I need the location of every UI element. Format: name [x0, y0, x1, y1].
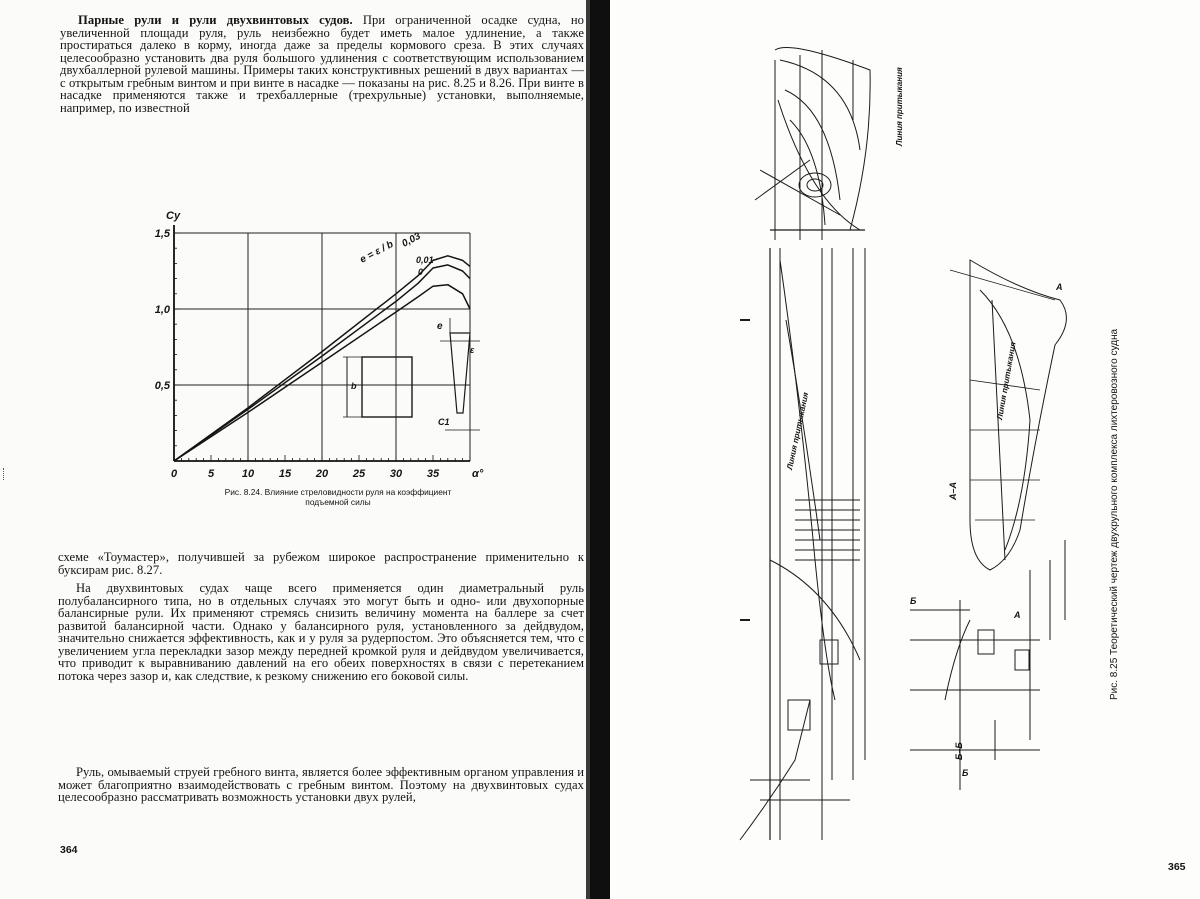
label-section-bb: Б–Б	[954, 742, 964, 760]
right-page	[610, 0, 1200, 899]
x-tick-label: 15	[278, 468, 292, 480]
cy-alpha-chart	[150, 203, 490, 493]
x-tick-label: 10	[241, 468, 255, 480]
c1-label: C1	[438, 417, 450, 427]
epsilon-label: ε	[470, 345, 475, 355]
y-tick-label: 1,0	[154, 304, 170, 316]
label-section-aa: A–A	[948, 481, 958, 500]
spine-edge-left	[586, 0, 590, 899]
series-label-0: 0	[418, 267, 424, 277]
paragraph-3-text: На двухвинтовых судах чаще всего применяется один диаметральный руль полубалансирного типа, но в отдельных случаях это могут быть и одно- или двухопорные балансирные рули. Их применяют стремясь снизить величину момента на баллере за счет развитой балансирной части. Однако у балансирного руля, установленного за дейдвудом, значительно снижается эффективность, как и у руля за рудерпостом. Это объясняется тем, что с увеличением угла перекладки зазор между передней кромкой руля и дейдвудом увеличивается, что приводит к выравниванию давлений на его обеих поверхностях в связи с перетеканием потока через зазор и, как следствие, к резкому снижению его боковой силы.	[58, 581, 584, 683]
label-a-top: A	[1056, 282, 1063, 292]
label-linia-2: Линия притыкания	[785, 391, 811, 471]
x-tick-label: 35	[426, 468, 440, 480]
section-heading: Парные рули и рули двухвинтовых судов.	[78, 13, 353, 27]
series-label-001: 0,01	[416, 255, 434, 265]
figure-caption-8-25: Рис. 8.25 Теоретический чертеж двухрульного комплекса лихтеровозного судна	[1109, 328, 1120, 700]
page-number-right: 365	[1168, 861, 1186, 873]
label-a-bottom: A	[1014, 610, 1021, 620]
chart-annotations	[351, 231, 475, 427]
paragraph-3	[58, 582, 584, 682]
e-label: e	[437, 321, 443, 332]
rudder-section-inset	[440, 318, 480, 430]
y-tick-label: 0,5	[154, 380, 170, 392]
label-b-bottom: Б	[962, 768, 969, 778]
drawing-upper-plan	[755, 48, 870, 241]
figure-caption-8-24: Рис. 8.24. Влияние стреловидности руля на коэффициент подъемной силы	[224, 487, 452, 507]
x-tick-label: 30	[389, 468, 403, 480]
page-number-left: 364	[60, 844, 78, 856]
x-axis-label: α°	[472, 468, 484, 480]
paragraph-4-text: Руль, омываемый струей гребного винта, является более эффективным органом управления и может благоприятно взаимодействовать с гребным винтом. Поэтому на двухвинтовых судах целесообразно рассматривать возможность установки двух рулей,	[58, 765, 584, 804]
b-label: b	[351, 381, 357, 391]
book-spine	[590, 0, 612, 899]
label-linia-3: Линия притыкания	[995, 341, 1018, 421]
label-b-top: Б	[910, 596, 917, 606]
drawing-elevation	[740, 248, 865, 840]
x-tick-label: 25	[352, 468, 366, 480]
y-tick-label: 1,5	[154, 228, 170, 240]
e-formula-label: e = ε / b	[358, 238, 396, 266]
paragraph-4	[58, 766, 584, 804]
paragraph-1	[60, 14, 584, 114]
margin-mark	[3, 468, 7, 480]
x-tick-label: 5	[207, 468, 215, 480]
paragraph-2: схеме «Тоумастер», получившей за рубежом широкое распространение применительно к буксирам рис. 8.27.	[58, 550, 584, 577]
label-linia-1: Линия притыкания	[895, 67, 904, 146]
drawing-section-view	[910, 260, 1066, 790]
x-tick-label: 0	[170, 468, 178, 480]
y-axis-label: Cy	[166, 210, 181, 222]
series-label-003: 0,03	[400, 230, 423, 250]
drawing-labels	[785, 67, 1063, 778]
x-tick-label: 20	[315, 468, 329, 480]
paragraph-1-text: При ограниченной осадке судна, но увеличенной площади руля, руль неизбежно будет иметь малое удлинение, а также простираться далеко в корму, иногда даже за пределы кормового среза. В этих случаях целесообразно установить два руля большого удлинения с соответствующим использованием двухбаллерной рулевой машины. Примеры таких конструктивных решений в двух вариантах — с открытым гребным винтом и при винте в насадке — показаны на рис. 8.25 и 8.26. При винте в насадке применяются также и трехбаллерные (трехрульные) установки, выполняемые, например, по известной	[60, 13, 584, 115]
